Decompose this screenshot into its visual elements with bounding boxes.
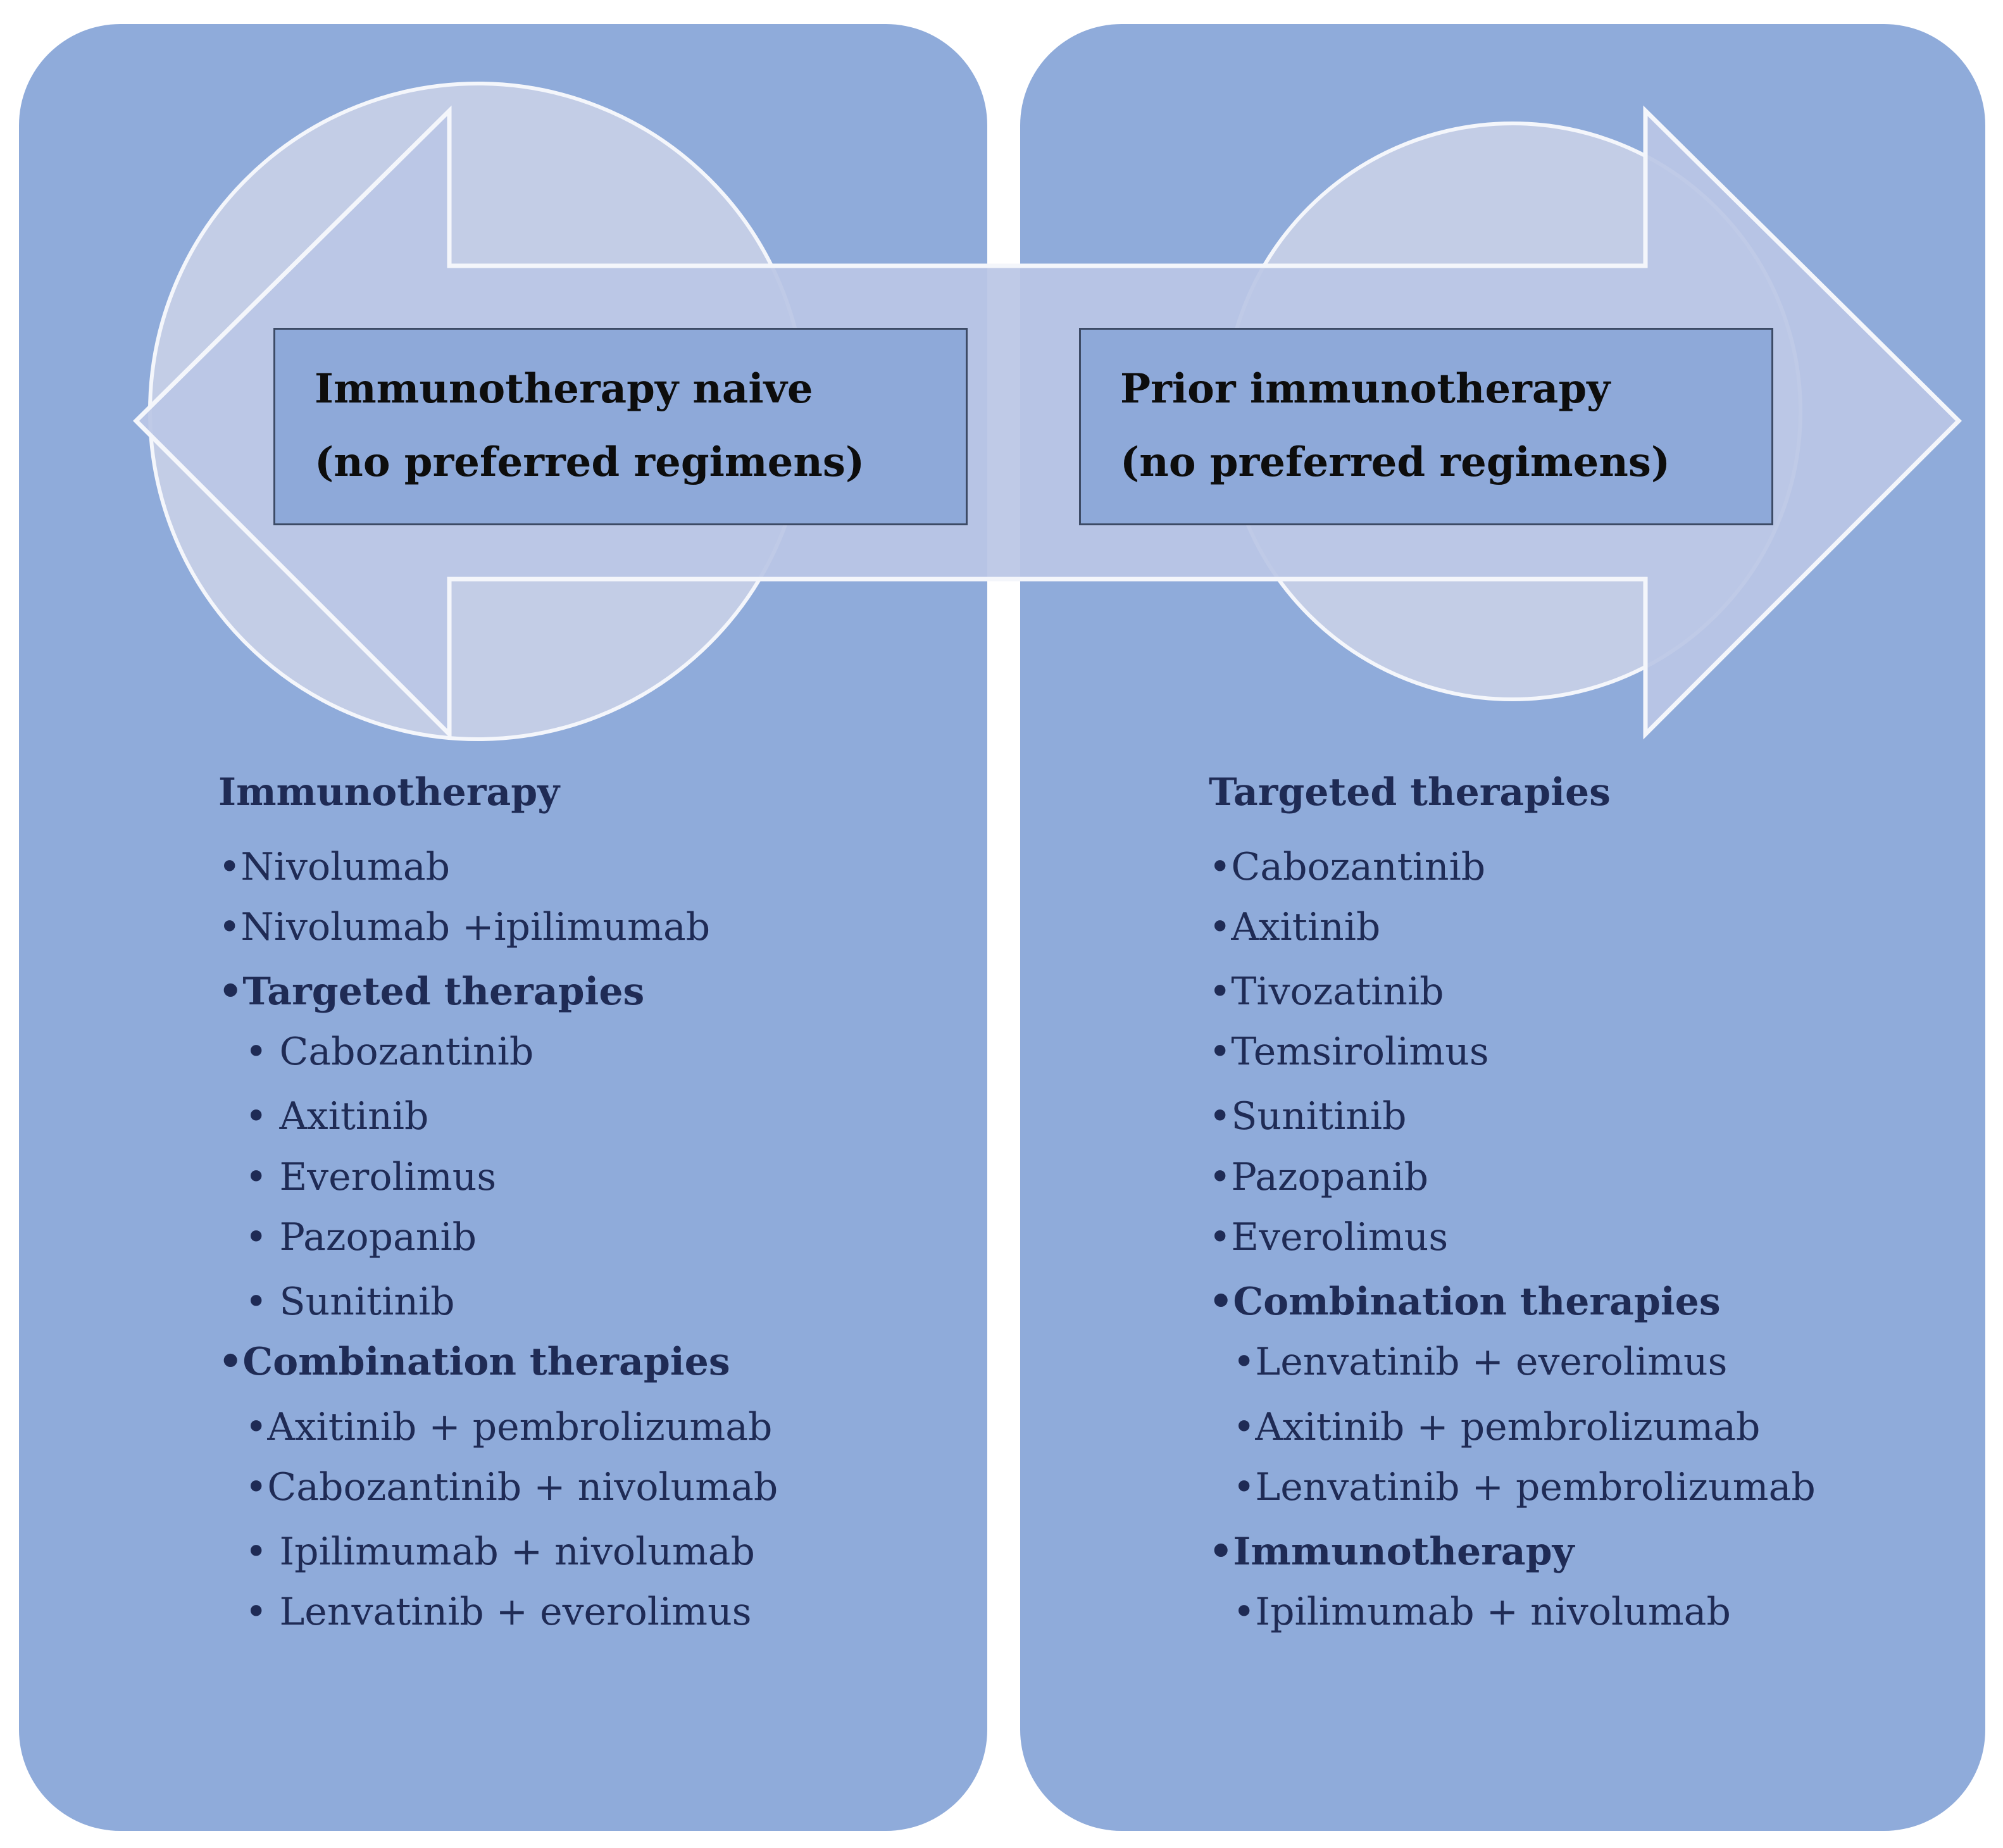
- list-item: •Axitinib + pembrolizumab: [245, 1405, 773, 1449]
- list-item: •Everolimus: [1209, 1215, 1449, 1259]
- right-heading-targeted-therapies: Targeted therapies: [1209, 770, 1611, 815]
- left-heading-combination-therapies: •Combination therapies: [218, 1340, 730, 1384]
- list-item: • Everolimus: [245, 1155, 497, 1199]
- right-header-line1: Prior immunotherapy: [1120, 365, 1611, 413]
- list-item: •Axitinib: [1209, 905, 1381, 949]
- list-item: •Nivolumab: [218, 845, 451, 889]
- left-header-line1: Immunotherapy naive: [315, 365, 813, 413]
- right-heading-immunotherapy: •Immunotherapy: [1209, 1530, 1575, 1574]
- list-item: • Ipilimumab + nivolumab: [245, 1530, 755, 1574]
- list-item: • Axitinib: [245, 1094, 429, 1139]
- list-item: •Sunitinib: [1209, 1094, 1407, 1139]
- right-header-line2: (no preferred regimens): [1120, 439, 1671, 486]
- left-header-line2: (no preferred regimens): [315, 439, 865, 486]
- list-item: •Ipilimumab + nivolumab: [1233, 1590, 1731, 1634]
- list-item: •Cabozantinib + nivolumab: [245, 1465, 778, 1509]
- left-heading-targeted-therapies: •Targeted therapies: [218, 970, 645, 1014]
- left-heading-immunotherapy: Immunotherapy: [218, 770, 560, 815]
- right-heading-combination-therapies: •Combination therapies: [1209, 1280, 1721, 1324]
- list-item: •Tivozatinib: [1209, 970, 1444, 1014]
- list-item: •Nivolumab +ipilimumab: [218, 905, 711, 949]
- right-header-box: [1079, 328, 1773, 525]
- list-item: •Cabozantinib: [1209, 845, 1486, 889]
- list-item: • Lenvatinib + everolimus: [245, 1590, 752, 1634]
- list-item: •Axitinib + pembrolizumab: [1233, 1405, 1761, 1449]
- list-item: •Pazopanib: [1209, 1155, 1428, 1199]
- list-item: •Lenvatinib + pembrolizumab: [1233, 1465, 1816, 1509]
- list-item: • Pazopanib: [245, 1215, 477, 1259]
- left-header-box: [273, 328, 968, 525]
- list-item: • Cabozantinib: [245, 1030, 534, 1074]
- list-item: •Temsirolimus: [1209, 1030, 1489, 1074]
- list-item: • Sunitinib: [245, 1280, 455, 1324]
- list-item: •Lenvatinib + everolimus: [1233, 1340, 1728, 1384]
